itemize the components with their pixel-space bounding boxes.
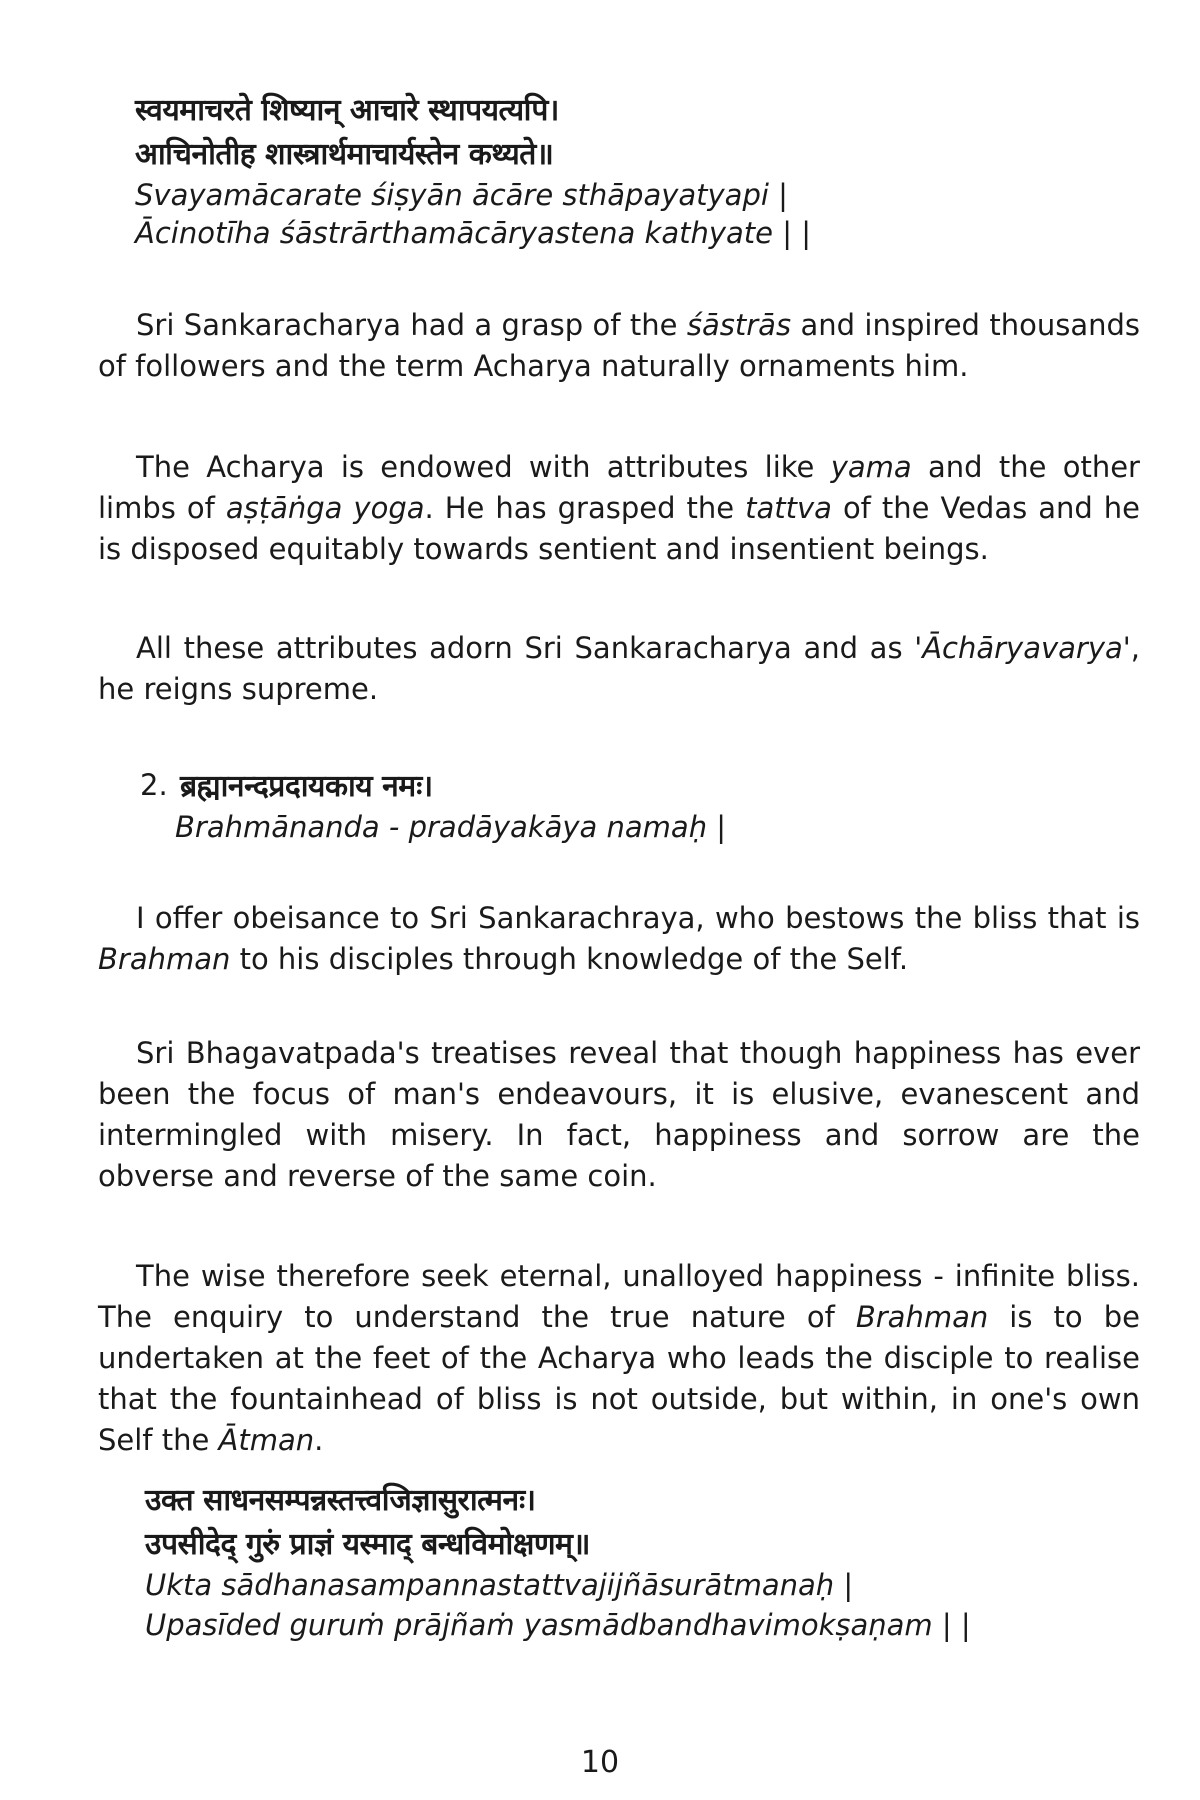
verse1-devanagari-line1: स्वयमाचरते शिष्यान् आचारे स्थापयत्यपि। [135,93,559,128]
verse1-devanagari-line2: आचिनोतीह शास्त्रार्थमाचार्यस्तेन कथ्यते॥ [135,137,554,172]
paragraph-treatises: Sri Bhagavatpada's treatises reveal that though happiness has ever been the focus of man's endeavours, it is elusive, evanescent and intermingled with misery. In fact, happiness and sorrow are the obverse and reverse of the same coin. [98,1036,1140,1193]
paragraph2-text-c: . He has grasped the [424,491,746,525]
paragraph-acharyavarya [98,628,1140,710]
verse2-transliteration-line1: Ukta sādhanasampannastattvajijñāsurātmanaḥ | [145,1568,854,1602]
paragraph6-italic-brahman: Brahman [855,1300,989,1334]
paragraph4-text-b: to his disciples through knowledge of the Self. [230,942,909,976]
paragraph2-italic-yama: yama [830,450,912,484]
paragraph-acharya-attributes [98,447,1140,570]
paragraph-the-wise [98,1256,1140,1461]
paragraph6-text-b: is to be undertaken at the feet of the Acharya who leads the disciple to realise that the fountainhead of bliss is not outside, but within, in one's own Self the [98,1300,1140,1457]
verse2-transliteration-line2: Upasīded guruṁ prājñaṁ yasmādbandhavimokṣaṇam | | [145,1608,971,1642]
item2-devanagari: ब्रह्मानन्दप्रदायकाय नमः। [180,769,433,804]
verse2-devanagari-line2: उपसीदेद् गुरुं प्राज्ञं यस्माद् बन्धविमोक्षणम्॥ [145,1527,590,1562]
paragraph3-italic-acharyavarya: Āchāryavarya [922,631,1123,665]
paragraph3-text-b: ', he reigns supreme. [98,631,1140,706]
paragraph3-text-a: All these attributes adorn Sri Sankaracharya and as ' [136,631,923,665]
paragraph2-text-b: and the other limbs of [98,450,1140,525]
paragraph4-text-a: I offer obeisance to Sri Sankarachraya, who bestows the bliss that is [136,901,1140,935]
paragraph-obeisance [98,898,1140,980]
paragraph1-text-a: Sri Sankaracharya had a grasp of the [136,308,687,342]
item2-transliteration: Brahmānanda - pradāyakāya namaḥ | [175,810,727,844]
paragraph1-italic-shastras: śāstrās [686,308,792,342]
paragraph4-italic-brahman: Brahman [98,942,231,976]
page-number: 10 [580,1745,620,1780]
item2-number: 2. [140,768,168,802]
paragraph6-italic-atman: Ātman [218,1423,315,1457]
paragraph6-text-a: The wise therefore seek eternal, unalloyed happiness - infinite bliss. The enquiry to understand the true nature of [98,1259,1140,1334]
paragraph2-text-a: The Acharya is endowed with attributes like [136,450,831,484]
verse2-devanagari-line1: उक्त साधनसम्पन्नस्तत्त्वजिज्ञासुरात्मनः। [145,1483,536,1518]
verse1-transliteration-line2: Ācinotīha śāstrārthamācāryastena kathyate | | [135,216,811,250]
paragraph6-text-c: . [314,1423,324,1457]
paragraph2-italic-astanga-yoga: aṣṭāṅga yoga [225,491,425,525]
paragraph2-text-d: of the Vedas and he is disposed equitably towards sentient and insentient beings. [98,491,1140,566]
paragraph-acharya-grasp [98,305,1140,387]
verse1-transliteration-line1: Svayamācarate śiṣyān ācāre sthāpayatyapi | [135,178,788,212]
paragraph1-text-b: and inspired thousands of followers and the term Acharya naturally ornaments him. [98,308,1140,383]
paragraph2-italic-tattva: tattva [745,491,832,525]
